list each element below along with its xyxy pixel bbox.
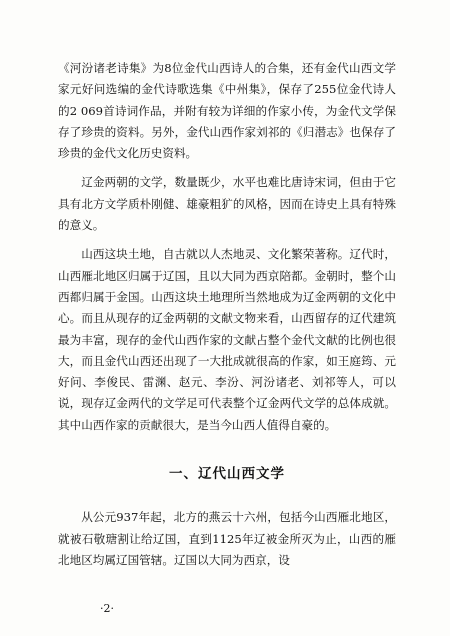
page-content xyxy=(58,58,396,579)
paragraph-1: 《河汾诸老诗集》为8位金代山西诗人的合集，还有金代山西文学家元好问选编的金代诗歌选集《中州集》，保存了255位金代诗人的2 069首诗词作品，并附有较为详细的作家小传，为金代文学保存了珍贵的资料。另外，金代山西作家刘祁的《归潜志》也保存了珍贵的金代文化历史资料。 xyxy=(58,61,396,161)
paragraph-2: 辽金两朝的文学，数量既少，水平也难比唐诗宋词，但由于它具有北方文学质朴刚健、雄豪粗犷的风格，因而在诗史上具有特殊的意义。 xyxy=(58,175,396,233)
paragraph-3: 山西这块土地，自古就以人杰地灵、文化繁荣著称。辽代时，山西雁北地区归属于辽国，且以大同为西京陪都。金朝时，整个山西都归属于金国。山西这块土地理所当然地成为辽金两朝的文化中心。而且从现存的辽金两朝的文献文物来看，山西留存的辽代建筑最为丰富，现存的金代山西作家的文献占整个金代文献的比例也很大，而且金代山西还出现了一大批成就很高的作家，如王庭筠、元好问、李俊民、雷渊、赵元、李汾、河汾诸老、刘祁等人，可以说，现存辽金两代的文学足可代表整个辽金两代文学的总体成就。其中山西作家的贡献很大，是当今山西人值得自豪的。 xyxy=(58,247,396,432)
page-number: ·2· xyxy=(100,602,114,615)
paragraph-4: 从公元937年起，北方的燕云十六州，包括今山西雁北地区，就被石敬瑭割让给辽国，直到1125年辽被金所灭为止，山西的雁北地区均属辽国管辖。辽国以大同为西京，设 xyxy=(58,510,396,567)
section-heading: 一、辽代山西文学 xyxy=(169,466,285,483)
